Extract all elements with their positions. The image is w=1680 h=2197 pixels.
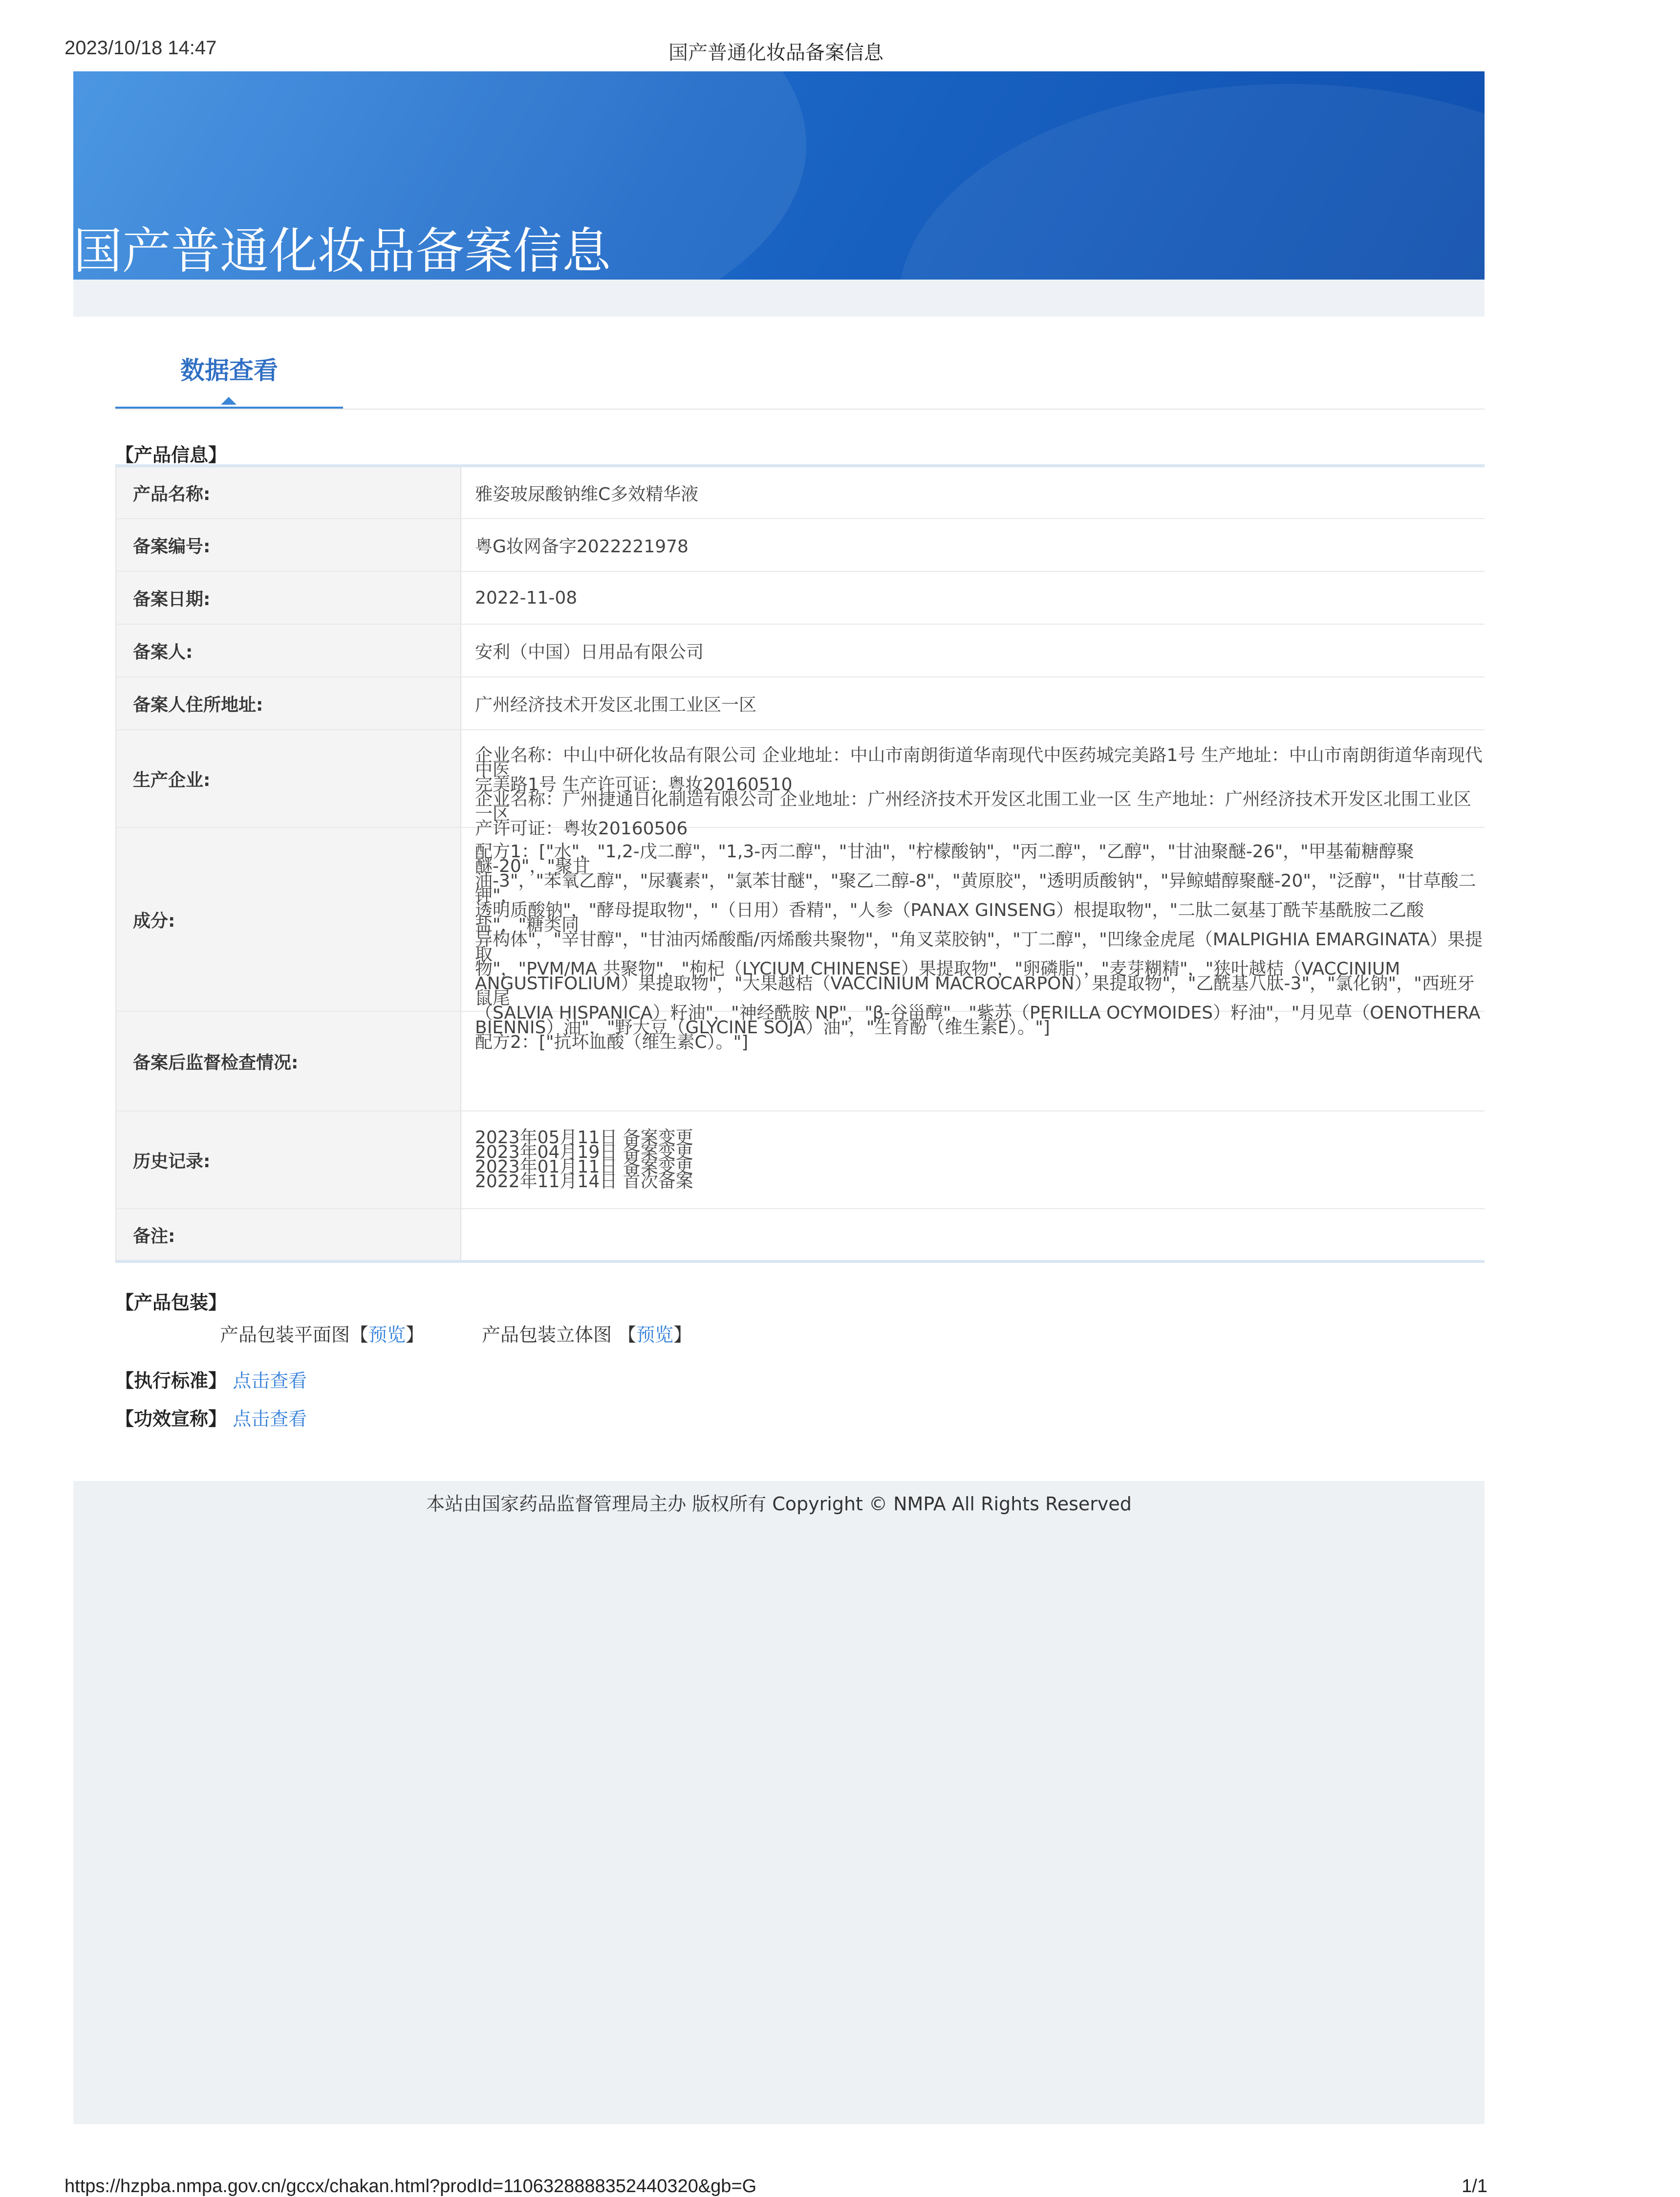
table-row — [116, 519, 1485, 571]
efficacy-row — [115, 1404, 307, 1431]
table-row — [116, 827, 1485, 1011]
table-row — [116, 624, 1485, 677]
row-label: 产品名称: — [116, 466, 461, 519]
banner-strip — [73, 280, 1485, 317]
packaging-stereo-preview-link[interactable]: 预览 — [636, 1324, 674, 1346]
remarks-value — [461, 1209, 1485, 1262]
header-banner — [73, 71, 1485, 280]
packaging-flat-preview-link[interactable]: 预览 — [368, 1324, 406, 1346]
product-name-value: 雅姿玻尿酸钠维C多效精华液 — [461, 466, 1485, 519]
tab-bar — [115, 342, 1485, 410]
row-label: 备案人: — [116, 624, 461, 677]
product-info-table — [115, 464, 1485, 1263]
history-cell — [461, 1111, 1485, 1209]
row-label: 备注: — [116, 1209, 461, 1262]
product-info-heading: 【产品信息】 — [115, 444, 227, 466]
packaging-heading: 【产品包装】 — [115, 1292, 227, 1313]
packaging-flat-close: 】 — [406, 1324, 425, 1346]
row-label: 历史记录: — [116, 1111, 461, 1209]
row-label: 生产企业: — [116, 730, 461, 827]
packaging-flat-label: 产品包装平面图【 — [220, 1324, 369, 1346]
site-footer — [73, 1481, 1485, 2124]
standard-view-link[interactable]: 点击查看 — [233, 1370, 307, 1392]
packaging-flat — [220, 1320, 424, 1347]
row-label: 备案人住所地址: — [116, 677, 461, 730]
history-value: 2023年05月11日 备案变更 2023年04月19日 备案变更 2023年01月11日 备案变更 2022年11月14日 首次备案 — [475, 1128, 693, 1192]
tab-caret-icon — [221, 397, 237, 405]
table-row — [116, 1209, 1485, 1262]
row-label: 备案编号: — [116, 519, 461, 571]
ingredients-value: 配方1：["水"，"1,2-戊二醇"，"1,3-丙二醇"，"甘油"，"柠檬酸钠"，"丙二醇"，"乙醇"，"甘油聚醚-26"，"甲基葡糖醇聚醚-20"，"聚甘 油-3"，"苯氧乙醇"，"尿囊素"，"氯苯甘醚"，"聚乙二醇-8"，"黄原胶"，"透明质酸钠"，"异鲸蜡醇聚醚-20"，"泛醇"，"甘草酸二钾"， 透明质酸钠"，"酵母提取物"，"（日用）香精"，"人参（PANAX GINSENG）根提取物"，"二肽二氨基丁酰苄基酰胺二乙酸盐"，"糖类同 异构体"，"辛甘醇"，"甘油丙烯酸酯/丙烯酸共聚物"，"角叉菜胶钠"，"丁二醇"，"凹缘金虎尾（MALPIGHIA EMARGINATA）果提取 物"，"PVM/MA 共聚物"，"枸杞（LYCIUM CHINENSE）果提取物"，"卵磷脂"，"麦芽糊精"，"狭叶越桔（VACCINIUM ANGUSTIFOLIUM）果提取物"，"大果越桔（VACCINIUM MACROCARPON）果提取物"，"乙酰基八肽-3"，"氯化钠"，"西班牙鼠尾 （SALVIA HISPANICA）籽油"，"神经酰胺 NP"，"β-谷甾醇"，"紫苏（PERILLA OCYMOIDES）籽油"，"月见草（OENOTHERA BIENNIS）油"，"野大豆（GLYCINE SOJA）油"，"生育酚（维生素E）。"] 配方2：["抗坏血酸（维生素C）。"] — [475, 842, 1483, 1052]
row-label: 备案后监督检查情况: — [116, 1011, 461, 1111]
print-page-title: 国产普通化妆品备案信息 — [668, 42, 883, 64]
table-row — [116, 1111, 1485, 1209]
efficacy-view-link[interactable]: 点击查看 — [233, 1408, 307, 1430]
print-url: https://hzpba.nmpa.gov.cn/gccx/chakan.html?prodId=1106328888352440320&gb=G — [65, 2176, 757, 2197]
manufacturer-value: 企业名称：中山中研化妆品有限公司 企业地址：中山市南朗街道华南现代中医药城完美路1号 生产地址：中山市南朗街道华南现代中医 完美路1号 生产许可证：粤妆20160510 企业名称：广州捷通日化制造有限公司 企业地址：广州经济技术开发区北围工业一区 生产地址：广州经济技术开发区北围工业区一区 产许可证：粤妆20160506 — [475, 745, 1483, 839]
table-row — [116, 677, 1485, 730]
filer-value: 安利（中国）日用品有限公司 — [461, 624, 1485, 677]
standard-heading: 【执行标准】 — [115, 1370, 227, 1392]
row-label: 备案日期: — [116, 571, 461, 624]
tab-data-view-label: 数据查看 — [180, 356, 278, 385]
footer-copyright: 本站由国家药品监督管理局主办 版权所有 Copyright © NMPA All Rights Reserved — [426, 1493, 1132, 1515]
standard-row — [115, 1366, 307, 1392]
table-row — [116, 730, 1485, 827]
print-page-number: 1/1 — [1462, 2176, 1487, 2197]
filing-date-value: 2022-11-08 — [461, 571, 1485, 624]
ingredients-cell — [461, 827, 1485, 1052]
packaging-stereo — [482, 1320, 692, 1347]
banner-title: 国产普通化妆品备案信息 — [73, 222, 611, 280]
tab-data-view[interactable] — [115, 342, 343, 409]
efficacy-heading: 【功效宣称】 — [115, 1408, 227, 1430]
table-row — [116, 571, 1485, 624]
packaging-stereo-label: 产品包装立体图 【 — [482, 1324, 637, 1346]
packaging-stereo-close: 】 — [673, 1324, 692, 1346]
filing-number-value: 粤G妆网备字2022221978 — [461, 519, 1485, 571]
table-row — [116, 466, 1485, 519]
row-label: 成分: — [116, 827, 461, 1011]
manufacturer-cell — [461, 730, 1485, 839]
filer-address-value: 广州经济技术开发区北围工业区一区 — [461, 677, 1485, 730]
